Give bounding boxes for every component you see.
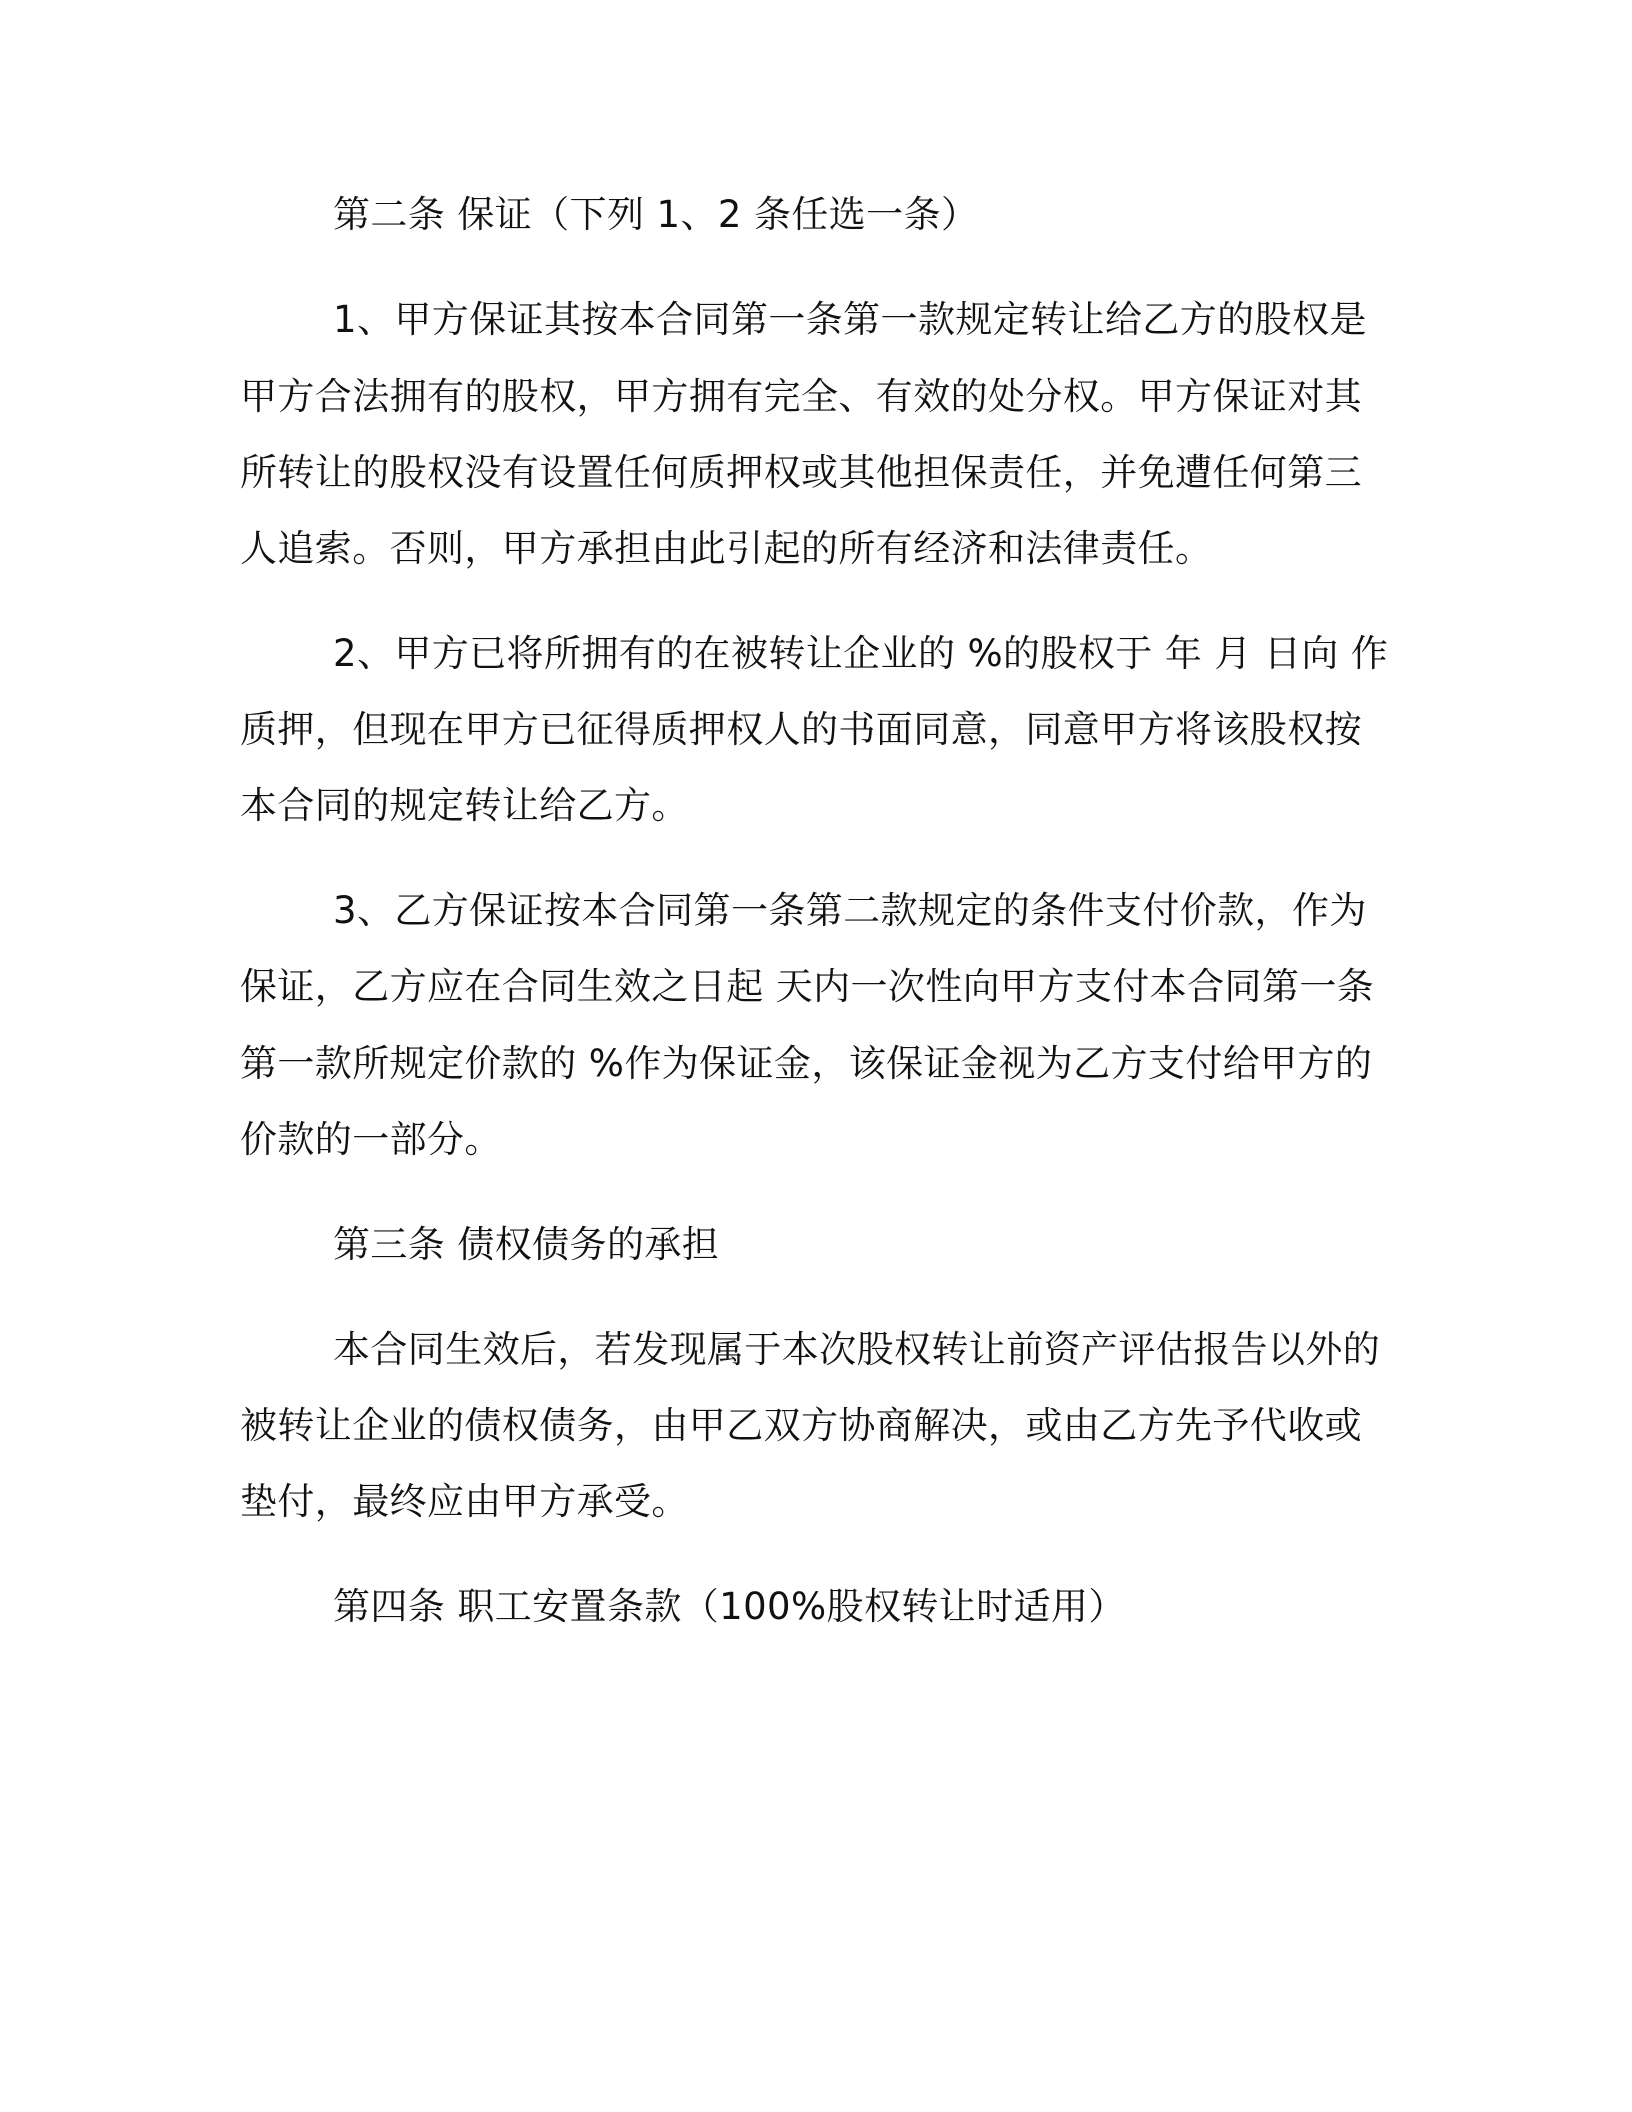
article-2-clause-2-line-3: 本合同的规定转让给乙方。 xyxy=(240,784,689,827)
article-2-clause-3-line-1: 3、乙方保证按本合同第一条第二款规定的条件支付价款，作为 xyxy=(333,889,1367,932)
article-2-heading: 第二条 保证（下列 1、2 条任选一条） xyxy=(333,193,979,236)
article-2-clause-1-line-4: 人追索。否则，甲方承担由此引起的所有经济和法律责任。 xyxy=(240,527,1213,570)
article-3-heading: 第三条 债权债务的承担 xyxy=(333,1223,720,1266)
article-2-clause-1-line-1: 1、甲方保证其按本合同第一条第一款规定转让给乙方的股权是 xyxy=(333,298,1367,341)
article-2-clause-3-line-3: 第一款所规定价款的 %作为保证金，该保证金视为乙方支付给甲方的 xyxy=(240,1042,1373,1085)
article-3-body-line-2: 被转让企业的债权债务，由甲乙双方协商解决，或由乙方先予代收或 xyxy=(240,1404,1362,1447)
article-2-clause-1-line-2: 甲方合法拥有的股权，甲方拥有完全、有效的处分权。甲方保证对其 xyxy=(240,375,1362,418)
article-2-clause-3-line-2: 保证，乙方应在合同生效之日起 天内一次性向甲方支付本合同第一条 xyxy=(240,965,1375,1008)
article-2-clause-2-line-1: 2、甲方已将所拥有的在被转让企业的 %的股权于 年 月 日向 作 xyxy=(333,632,1389,675)
article-2-clause-1-line-3: 所转让的股权没有设置任何质押权或其他担保责任，并免遭任何第三 xyxy=(240,451,1362,494)
article-2-clause-3-line-4: 价款的一部分。 xyxy=(240,1118,502,1161)
article-3-body-line-3: 垫付，最终应由甲方承受。 xyxy=(240,1480,689,1523)
article-2-clause-2-line-2: 质押，但现在甲方已征得质押权人的书面同意，同意甲方将该股权按 xyxy=(240,708,1362,751)
article-4-heading: 第四条 职工安置条款（100%股权转让时适用） xyxy=(333,1585,1126,1628)
article-3-body-line-1: 本合同生效后，若发现属于本次股权转让前资产评估报告以外的 xyxy=(333,1328,1381,1371)
